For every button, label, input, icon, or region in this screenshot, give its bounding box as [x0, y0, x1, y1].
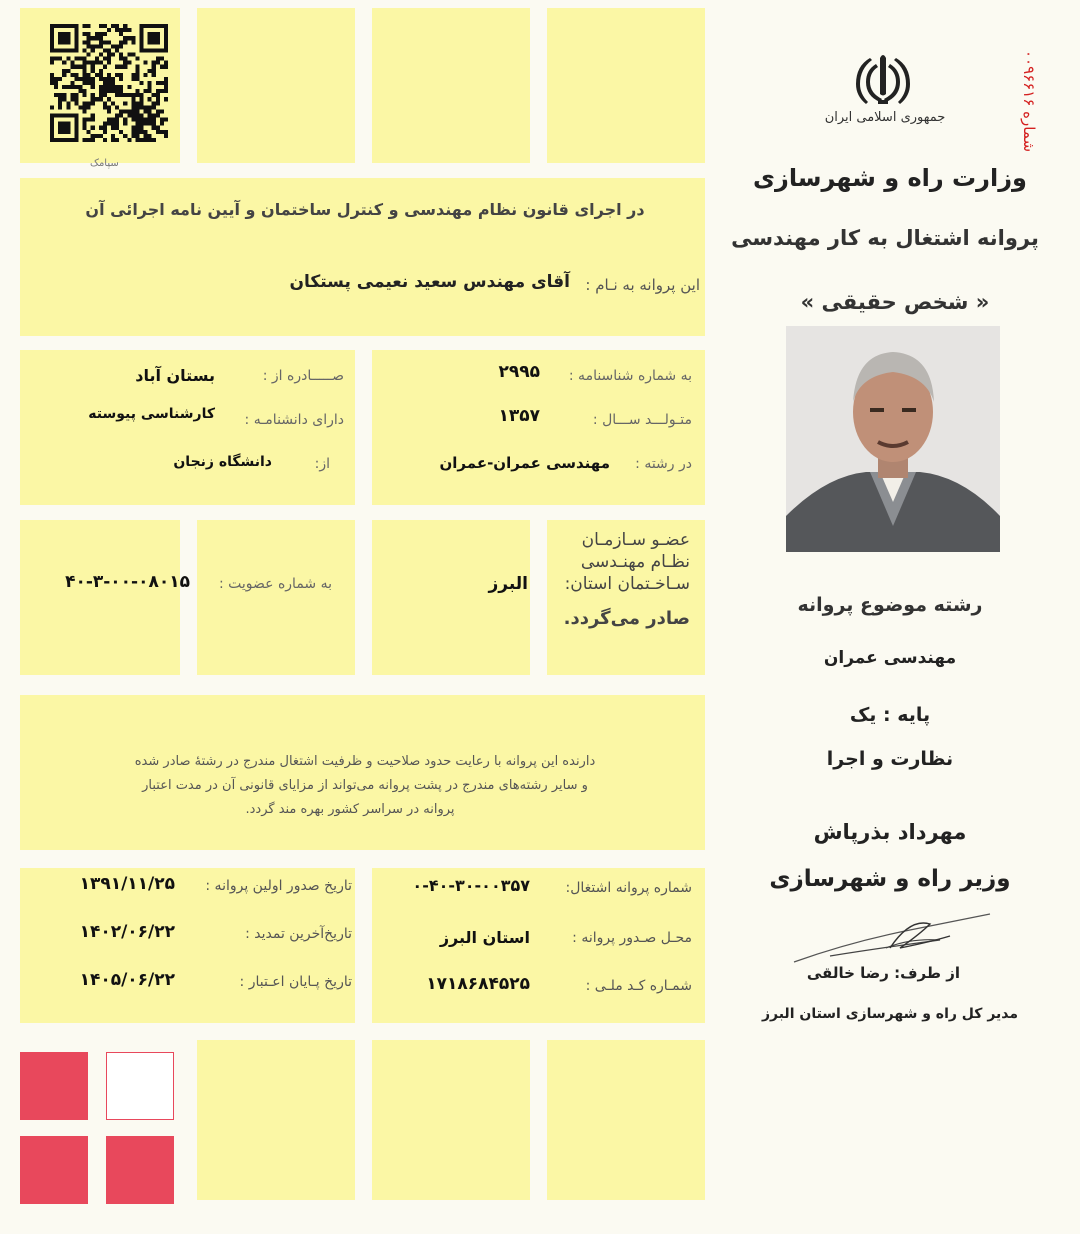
preamble-text: در اجرای قانون نظام مهندسی و کنترل ساختمان و آیین نامه اجرائی آن	[85, 200, 645, 219]
ministry-title: وزارت راه و شهرسازی	[753, 164, 1027, 192]
decorative-white-square	[106, 1052, 174, 1120]
qr-code-icon	[50, 24, 168, 142]
field-label: در رشته :	[635, 456, 692, 472]
minister-title: وزیر راه و شهرسازی	[769, 866, 1011, 892]
issued-from-label: صـــــادره از :	[262, 368, 344, 384]
holder-intro-label: این پروانه به نـام :	[585, 276, 700, 294]
notice-line-2: و سایر رشته‌های مندرج در پشت پروانه می‌تواند از مزایای قانونی آن در مدت اعتبار	[142, 778, 588, 793]
first-issue-value: ۱۳۹۱/۱۱/۲۵	[79, 874, 175, 894]
university-value: دانشگاه زنجان	[173, 454, 272, 470]
member-province: البرز	[488, 574, 528, 594]
member-line-2: نظـام مهنـدسی	[580, 552, 690, 572]
issue-place-label: محـل صـدور پروانه :	[572, 930, 692, 946]
first-issue-label: تاریخ صدور اولین پروانه :	[205, 878, 352, 894]
person-type: « شخص حقیقی »	[800, 290, 990, 314]
license-no-label: شماره پروانه اشتغال:	[565, 880, 692, 896]
signature-icon	[790, 908, 1000, 968]
birth-year-label: متـولـــد ســـال :	[592, 412, 692, 428]
member-no-value: ۴۰-۳-۰۰-۰۸۰۱۵	[65, 572, 190, 592]
from-title: مدیر کل راه و شهرسازی استان البرز	[761, 1006, 1019, 1022]
member-no-label: به شماره عضویت :	[218, 576, 332, 592]
national-id-label: شمـاره کـد ملـی :	[585, 978, 692, 994]
issued-from-value: بستان آباد	[135, 366, 215, 385]
minister-name: مهرداد بذرپاش	[813, 820, 967, 844]
member-line-1: عضـو سـازمـان	[581, 530, 690, 550]
decorative-red-square	[20, 1052, 88, 1120]
field-value: مهندسی عمران-عمران	[439, 454, 610, 472]
birth-year-value: ۱۳۵۷	[498, 406, 540, 426]
grade: پایه : یک	[849, 704, 931, 726]
expiry-label: تاریخ پـایان اعـتبار :	[239, 974, 352, 990]
degree-label: دارای دانشنامـه :	[244, 412, 344, 428]
member-line-3: سـاخـتمان استان:	[564, 574, 690, 594]
issue-place-value: استان البرز	[439, 928, 530, 947]
holder-name: آقای مهندس سعید نعیمی پستکان	[289, 272, 570, 292]
iran-emblem-icon	[852, 52, 914, 106]
subject-value: مهندسی عمران	[823, 648, 957, 668]
from-label: از طرف: رضا خالقی	[806, 964, 960, 982]
birth-cert-label: به شماره شناسنامه :	[568, 368, 692, 384]
university-label: از:	[314, 456, 330, 472]
scope: نظارت و اجرا	[826, 748, 954, 770]
last-renewal-label: تاریخ‌آخرین تمدید :	[245, 926, 352, 942]
expiry-value: ۱۴۰۵/۰۶/۲۲	[79, 970, 175, 990]
license-title: پروانه اشتغال به کار مهندسی	[731, 226, 1039, 250]
notice-line-1: دارنده این پروانه با رعایت حدود صلاحیت و ظرفیت اشتغال مندرج در رشتهٔ صادر شده	[134, 754, 596, 769]
subject-title: رشته موضوع پروانه	[797, 594, 983, 616]
country-name: جمهوری اسلامی ایران	[824, 110, 946, 125]
qr-caption: سپامک	[90, 158, 119, 169]
holder-photo	[786, 326, 1000, 552]
birth-cert-value: ۲۹۹۵	[498, 362, 540, 382]
decorative-red-square	[20, 1136, 88, 1204]
decorative-red-square	[106, 1136, 174, 1204]
national-id-value: ۱۷۱۸۶۸۴۵۲۵	[426, 974, 530, 994]
notice-line-3: پروانه در سراسر کشور بهره مند گردد.	[245, 802, 455, 817]
degree-value: کارشناسی پیوسته	[88, 406, 215, 422]
license-no-value: ۰-۴۰-۳۰-۰۰۳۵۷	[412, 876, 530, 895]
issued-text: صادر می‌گردد.	[563, 608, 690, 629]
serial-number: شماره ۰۰۹۶۶۱۶	[1020, 50, 1038, 153]
last-renewal-value: ۱۴۰۲/۰۶/۲۲	[79, 922, 175, 942]
